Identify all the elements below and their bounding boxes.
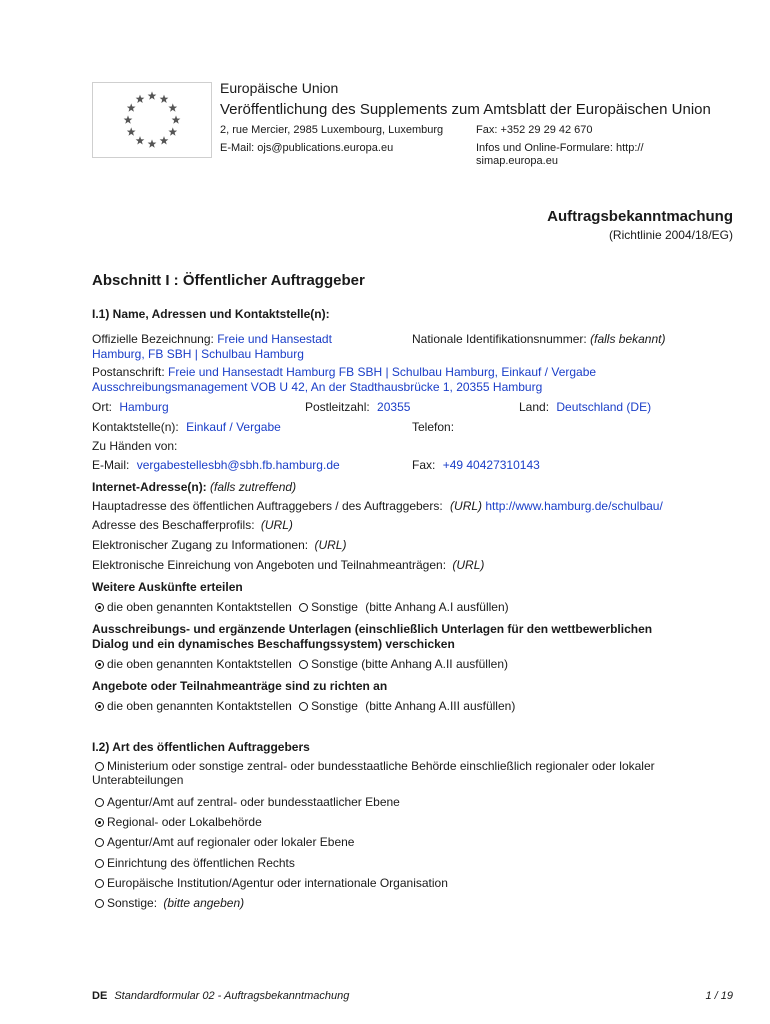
country-row [519, 400, 651, 414]
radio-type-ministry[interactable] [95, 762, 104, 771]
option-label: Sonstige [311, 699, 358, 713]
phone-label: Telefon: [412, 420, 455, 434]
type-public-law-row [95, 856, 295, 870]
internet-hint: (falls zutreffend) [210, 480, 297, 494]
city-label: Ort: [92, 400, 112, 414]
option-label: Regional- oder Lokalbehörde [107, 815, 262, 829]
national-id-label: Nationale Identifikationsnummer: [412, 332, 587, 346]
documents-options [95, 657, 508, 671]
org-infos-line2: simap.europa.eu [476, 155, 558, 167]
type-agency-regional-row [95, 835, 354, 849]
buyer-profile-label: Adresse des Beschafferprofils: [92, 518, 255, 532]
official-name-label: Offizielle Bezeichnung: [92, 332, 214, 346]
other-hint: (bitte angeben) [163, 896, 245, 910]
annex-hint: (bitte Anhang A.I ausfüllen) [365, 600, 509, 614]
page-footer [92, 990, 349, 1002]
option-label: Sonstige: [107, 896, 158, 910]
postal-value: Freie und Hansestadt Hamburg FB SBH | Schulbau Hamburg, Einkauf / Vergabe [168, 365, 597, 379]
option-label: die oben genannten Kontaktstellen [107, 657, 292, 671]
radio-type-public-law[interactable] [95, 859, 104, 868]
directive-reference: (Richtlinie 2004/18/EG) [608, 228, 733, 242]
option-label: Einrichtung des öffentlichen Rechts [107, 856, 295, 870]
postcode-value: 20355 [377, 400, 411, 414]
document-title: Auftragsbekanntmachung [547, 208, 733, 225]
email-value: vergabestellesbh@sbh.fb.hamburg.de [136, 458, 340, 472]
postal-address-row [92, 365, 596, 379]
radio-documents-contacts[interactable] [95, 660, 104, 669]
org-email: E-Mail: ojs@publications.europa.eu [220, 142, 394, 154]
option-label: Sonstige [311, 600, 358, 614]
city-value: Hamburg [119, 400, 169, 414]
radio-further-info-contacts[interactable] [95, 603, 104, 612]
option-label: Agentur/Amt auf zentral- oder bundesstaatlicher Ebene [107, 795, 400, 809]
documents-heading-line1: Ausschreibungs- und ergänzende Unterlagen (einschließlich Unterlagen für den wettbewerblichen [92, 622, 653, 636]
annex-hint: (bitte Anhang A.II ausfüllen) [361, 657, 508, 671]
electronic-submission-hint: (URL) [452, 558, 485, 572]
type-eu-institution-row [95, 876, 448, 890]
option-label: Europäische Institution/Agentur oder internationale Organisation [107, 876, 448, 890]
star-icon [148, 139, 157, 147]
fax-row [412, 458, 540, 472]
postal-value-cont: Ausschreibungsmanagement VOB U 42, An der Stadthausbrücke 1, 20355 Hamburg [92, 380, 543, 394]
internet-label: Internet-Adresse(n): [92, 480, 207, 494]
subsection-heading-i2: I.2) Art des öffentlichen Auftraggebers [92, 740, 310, 754]
attention-label: Zu Händen von: [92, 439, 178, 453]
eu-flag-logo [92, 82, 212, 158]
star-icon [136, 95, 145, 103]
star-icon [160, 136, 169, 144]
org-fax: Fax: +352 29 29 42 670 [476, 124, 593, 136]
main-address-url-hint: (URL) [450, 499, 483, 513]
internet-heading-row [92, 480, 296, 494]
radio-tenders-other[interactable] [299, 702, 308, 711]
further-info-heading: Weitere Auskünfte erteilen [92, 580, 243, 594]
national-id-hint: (falls bekannt) [590, 332, 666, 346]
type-ministry-cont: Unterabteilungen [92, 773, 184, 787]
radio-type-agency-central[interactable] [95, 798, 104, 807]
footer-form-name: Standardformular 02 - Auftragsbekanntmachung [114, 990, 350, 1002]
star-icon [168, 103, 177, 111]
option-label: die oben genannten Kontaktstellen [107, 699, 292, 713]
official-name-row [92, 332, 332, 346]
radio-type-eu-institution[interactable] [95, 879, 104, 888]
email-row [92, 458, 340, 472]
footer-language: DE [92, 990, 108, 1002]
star-icon [136, 136, 145, 144]
email-label: E-Mail: [92, 458, 130, 472]
fax-label: Fax: [412, 458, 436, 472]
electronic-submission-label: Elektronische Einreichung von Angeboten und Teilnahmeanträgen: [92, 558, 447, 572]
subsection-heading-i1: I.1) Name, Adressen und Kontaktstelle(n): [92, 307, 330, 321]
org-name: Europäische Union [220, 80, 339, 96]
tenders-heading: Angebote oder Teilnahmeanträge sind zu richten an [92, 679, 388, 693]
postcode-label: Postleitzahl: [305, 400, 370, 414]
tenders-options [95, 699, 515, 713]
electronic-submission-row [92, 558, 484, 572]
type-other-row [95, 896, 244, 910]
country-value: Deutschland (DE) [556, 400, 652, 414]
option-label: die oben genannten Kontaktstellen [107, 600, 292, 614]
country-label: Land: [519, 400, 550, 414]
main-address-row [92, 499, 663, 513]
org-infos-line1: Infos und Online-Formulare: http:// [476, 142, 644, 154]
option-label: Agentur/Amt auf regionaler oder lokaler Ebene [107, 835, 355, 849]
buyer-profile-hint: (URL) [260, 518, 293, 532]
contact-label: Kontaktstelle(n): [92, 420, 179, 434]
official-name-value: Freie und Hansestadt [217, 332, 332, 346]
national-id-row [412, 332, 665, 346]
main-address-label: Hauptadresse des öffentlichen Auftraggebers / des Auftraggebers: [92, 499, 443, 513]
star-icon [168, 127, 177, 135]
type-agency-central-row [95, 795, 400, 809]
fax-value: +49 40427310143 [442, 458, 540, 472]
official-name-value-cont: Hamburg, FB SBH | Schulbau Hamburg [92, 347, 304, 361]
contact-value: Einkauf / Vergabe [186, 420, 281, 434]
radio-further-info-other[interactable] [299, 603, 308, 612]
electronic-access-hint: (URL) [314, 538, 347, 552]
annex-hint: (bitte Anhang A.III ausfüllen) [365, 699, 516, 713]
buyer-profile-row [92, 518, 293, 532]
publication-subtitle: Veröffentlichung des Supplements zum Amtsblatt der Europäischen Union [220, 101, 711, 118]
star-icon [127, 103, 136, 111]
further-info-options [95, 600, 509, 614]
star-icon [172, 115, 181, 123]
main-address-url-link[interactable]: http://www.hamburg.de/schulbau/ [485, 499, 663, 513]
electronic-access-row [92, 538, 346, 552]
type-ministry-row [95, 759, 655, 773]
option-label: Sonstige [311, 657, 358, 671]
org-address: 2, rue Mercier, 2985 Luxembourg, Luxemburg [220, 124, 444, 136]
section-heading: Abschnitt I : Öffentlicher Auftraggeber [92, 272, 365, 289]
option-label: Ministerium oder sonstige zentral- oder bundesstaatliche Behörde einschließlich regionaler oder lokaler [107, 759, 655, 773]
radio-type-regional[interactable] [95, 818, 104, 827]
postcode-row [305, 400, 410, 414]
radio-type-agency-regional[interactable] [95, 838, 104, 847]
electronic-access-label: Elektronischer Zugang zu Informationen: [92, 538, 309, 552]
documents-heading-line2: Dialog und ein dynamisches Beschaffungssystem) verschicken [92, 637, 455, 651]
star-icon [127, 127, 136, 135]
page-number: 1 / 19 [705, 990, 733, 1002]
city-row [92, 400, 169, 414]
radio-documents-other[interactable] [299, 660, 308, 669]
contact-point-row [92, 420, 281, 434]
radio-tenders-contacts[interactable] [95, 702, 104, 711]
star-icon [124, 115, 133, 123]
star-icon [160, 95, 169, 103]
type-regional-row [95, 815, 262, 829]
radio-type-other[interactable] [95, 899, 104, 908]
postal-label: Postanschrift: [92, 365, 165, 379]
star-icon [148, 91, 157, 99]
